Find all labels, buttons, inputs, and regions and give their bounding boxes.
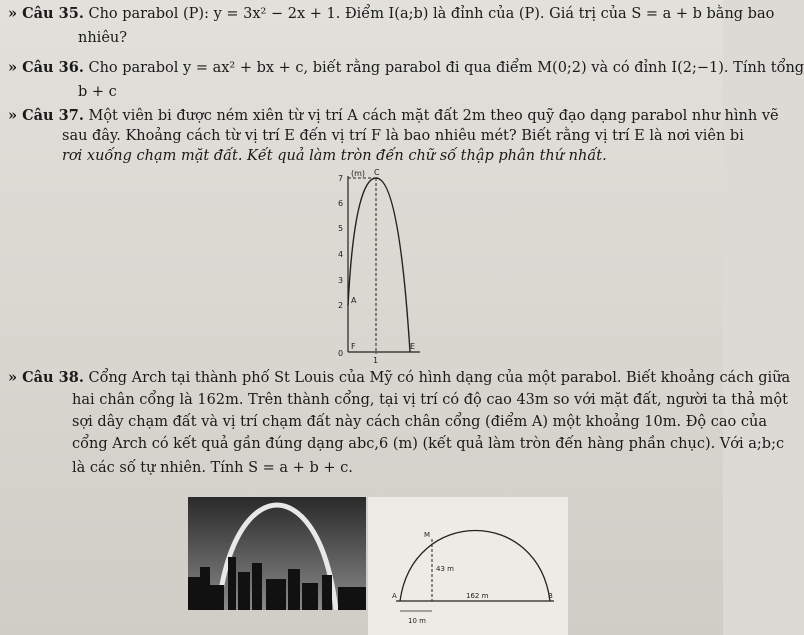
y-tick-3: 3 (338, 276, 344, 285)
unit-label: (m) (351, 169, 366, 178)
question-37-text-1: Một viên bi được ném xiên từ vị trí A cách mặt đất 2m theo quỹ đạo dạng parabol như hình vẽ (88, 108, 779, 124)
question-35-number: » Câu 35. (8, 5, 84, 22)
question-37-number: » Câu 37. (8, 107, 84, 124)
distance-10-label: 10 m (408, 617, 426, 625)
y-tick-4: 4 (338, 250, 344, 259)
point-a-label: A (392, 592, 397, 600)
question-35-line-1 (8, 4, 774, 24)
point-e-label: E (410, 342, 416, 351)
question-36-line-2: b + c (78, 84, 117, 100)
point-b-label: B (548, 592, 553, 600)
width-162-label: 162 m (466, 592, 489, 600)
question-36-text-1: Cho parabol y = ax² + bx + c, biết rằng parabol đi qua điểm M(0;2) và có đỉnh I(2;−1). Tính tổng (88, 60, 804, 76)
y-tick-5: 5 (338, 224, 344, 233)
question-38-line-3: sợi dây chạm đất và vị trí chạm đất này cách chân cổng (điểm A) một khoảng 10m. Độ cao của (72, 414, 767, 430)
question-37-figure (320, 166, 430, 366)
question-36-line-1 (8, 58, 804, 78)
question-35-text-1: Cho parabol (P): y = 3x² − 2x + 1. Điểm I(a;b) là đỉnh của (P). Giá trị của S = a + b bằng bao (88, 6, 775, 22)
question-38-line-2: hai chân cổng là 162m. Trên thành cổng, tại vị trí có độ cao 43m so với mặt đất, người ta thả một (72, 392, 788, 408)
point-c-label: C (374, 168, 380, 177)
question-38-number: » Câu 38. (8, 369, 84, 386)
point-f-label: F (351, 342, 356, 351)
question-37-line-3: rơi xuống chạm mặt đất. Kết quả làm tròn đến chữ số thập phân thứ nhất. (62, 148, 607, 164)
question-37-line-1 (8, 106, 779, 126)
trajectory-parabola (348, 178, 410, 352)
gateway-arch-photo (188, 497, 366, 610)
y-tick-0: 0 (338, 349, 344, 358)
question-35-line-2: nhiêu? (78, 30, 128, 46)
question-38-diagram (368, 497, 568, 635)
y-tick-6: 6 (338, 199, 344, 208)
question-36-number: » Câu 36. (8, 59, 84, 76)
point-a-label: A (351, 296, 357, 305)
question-38-line-4: cổng Arch có kết quả gần đúng dạng abc,6 (m) (kết quả làm tròn đến hàng phần chục). Với a;b;c (72, 436, 785, 452)
y-tick-7: 7 (338, 174, 344, 183)
x-tick-1: 1 (373, 356, 379, 365)
height-43-label: 43 m (436, 565, 454, 573)
point-m-label: M (424, 531, 431, 539)
question-38-text-1: Cổng Arch tại thành phố St Louis của Mỹ có hình dạng của một parabol. Biết khoảng cách giữa (88, 370, 791, 386)
question-38-line-1 (8, 368, 790, 388)
y-tick-2: 2 (338, 301, 344, 310)
question-37-line-2: sau đây. Khoảng cách từ vị trí E đến vị trí F là bao nhiêu mét? Biết rằng vị trí E là nơi viên bi (62, 128, 744, 144)
question-38-line-5: là các số tự nhiên. Tính S = a + b + c. (72, 460, 353, 476)
